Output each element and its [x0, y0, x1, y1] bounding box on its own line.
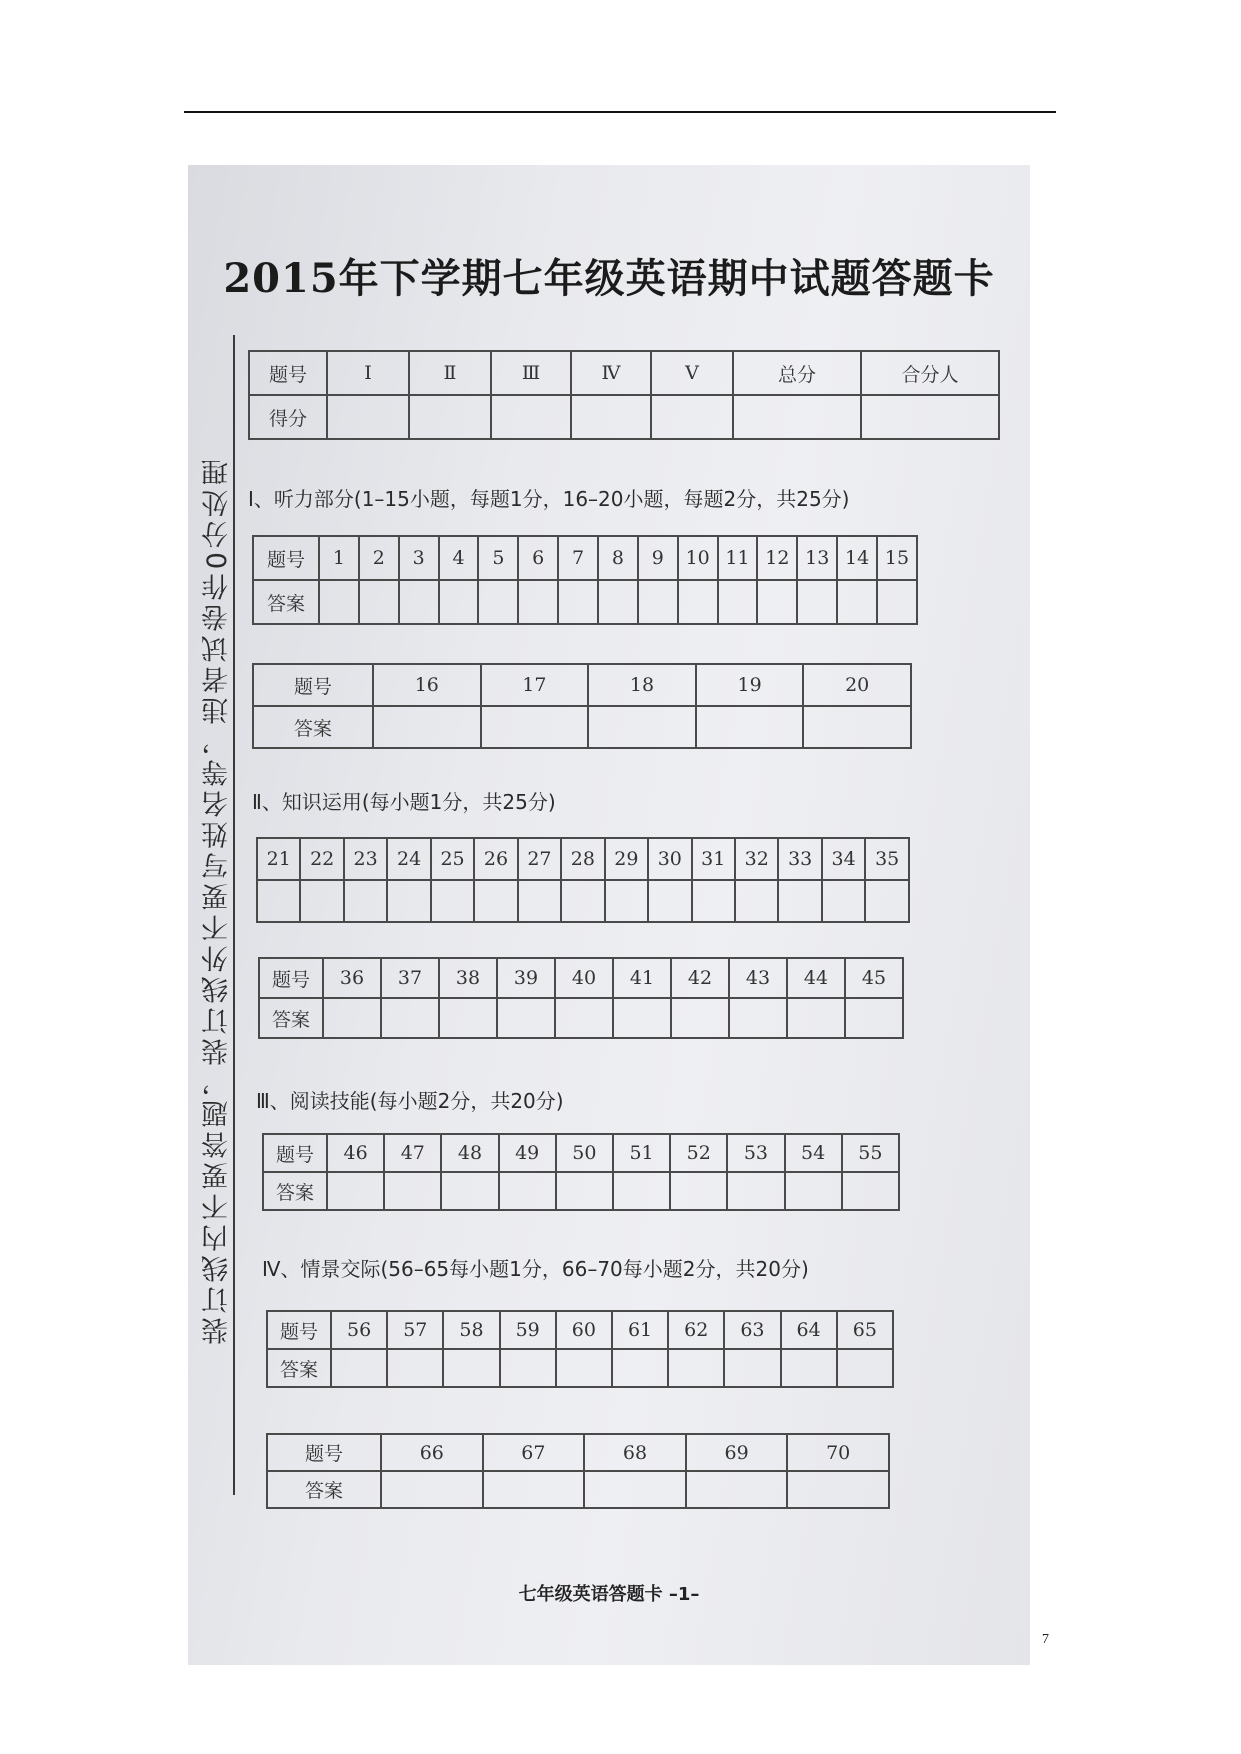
question-number: 64	[781, 1311, 837, 1349]
question-number-label: 题号	[267, 1434, 381, 1471]
answer-table-66-70	[266, 1433, 890, 1509]
question-number: 19	[696, 664, 804, 706]
question-number: 16	[373, 664, 481, 706]
question-number: 9	[638, 536, 678, 580]
answer-cell	[518, 580, 558, 624]
answer-cell	[696, 706, 804, 748]
answer-cell	[381, 1471, 483, 1508]
question-number: 40	[555, 958, 613, 998]
answer-cell	[803, 706, 911, 748]
question-number: 13	[797, 536, 837, 580]
question-number: 46	[327, 1134, 384, 1172]
score-cell	[651, 395, 733, 439]
question-number: 56	[331, 1311, 387, 1349]
question-number-label: 题号	[267, 1311, 331, 1349]
answer-cell	[556, 1349, 612, 1387]
question-number: 7	[558, 536, 598, 580]
answer-cell	[692, 880, 735, 922]
question-number: 1	[319, 536, 359, 580]
answer-cell	[555, 998, 613, 1038]
question-number: 11	[718, 536, 758, 580]
question-number: 12	[757, 536, 797, 580]
answer-cell	[387, 880, 430, 922]
answer-cell	[668, 1349, 724, 1387]
answer-cell	[638, 580, 678, 624]
answer-cell	[499, 1172, 556, 1210]
question-number: 51	[613, 1134, 670, 1172]
answer-cell	[724, 1349, 780, 1387]
answer-cell	[561, 880, 604, 922]
answer-cell	[670, 1172, 727, 1210]
score-cell	[327, 395, 409, 439]
answer-cell	[319, 580, 359, 624]
answer-cell	[678, 580, 718, 624]
question-number: 57	[387, 1311, 443, 1349]
answer-cell	[481, 706, 589, 748]
question-number: 15	[877, 536, 917, 580]
question-number-label: 题号	[259, 958, 323, 998]
question-number: 61	[612, 1311, 668, 1349]
question-number: 18	[588, 664, 696, 706]
question-number-label: 题号	[253, 664, 373, 706]
answer-cell	[612, 1349, 668, 1387]
answer-cell	[842, 1172, 899, 1210]
answer-cell	[500, 1349, 556, 1387]
answer-cell	[359, 580, 399, 624]
question-number: 24	[387, 838, 430, 880]
question-number: 43	[729, 958, 787, 998]
section-heading-knowledge: Ⅱ、知识运用(每小题1分，共25分)	[252, 790, 556, 814]
answer-cell	[518, 880, 561, 922]
score-cell	[409, 395, 491, 439]
score-col-5: Ⅴ	[651, 351, 733, 395]
answer-cell	[483, 1471, 585, 1508]
answer-cell	[605, 880, 648, 922]
question-number: 65	[837, 1311, 893, 1349]
answer-cell	[439, 998, 497, 1038]
question-number: 36	[323, 958, 381, 998]
question-number: 39	[497, 958, 555, 998]
answer-table-1-15	[252, 535, 918, 625]
answer-cell	[431, 880, 474, 922]
answer-cell	[613, 1172, 670, 1210]
answer-cell	[785, 1172, 842, 1210]
score-row-label-number: 题号	[249, 351, 327, 395]
score-col-checker: 合分人	[861, 351, 999, 395]
question-number: 53	[727, 1134, 784, 1172]
question-number: 25	[431, 838, 474, 880]
answer-label: 答案	[263, 1172, 327, 1210]
question-number: 26	[474, 838, 517, 880]
answer-cell	[877, 580, 917, 624]
answer-cell	[598, 580, 638, 624]
answer-table-16-20	[252, 663, 912, 749]
answer-cell	[300, 880, 343, 922]
question-number: 8	[598, 536, 638, 580]
binding-notice: 装订线内不要答题，装订线外不要写姓名等，违者试卷作0分处理	[202, 455, 233, 1345]
answer-cell	[648, 880, 691, 922]
score-cell	[491, 395, 571, 439]
answer-cell	[373, 706, 481, 748]
answer-label: 答案	[267, 1349, 331, 1387]
answer-cell	[729, 998, 787, 1038]
question-number: 3	[399, 536, 439, 580]
question-number: 58	[443, 1311, 499, 1349]
answer-cell	[439, 580, 479, 624]
question-number: 68	[584, 1434, 686, 1471]
answer-cell	[837, 1349, 893, 1387]
score-table	[248, 350, 1000, 440]
question-number: 55	[842, 1134, 899, 1172]
score-cell	[571, 395, 651, 439]
score-col-total: 总分	[733, 351, 861, 395]
answer-cell	[787, 998, 845, 1038]
score-cell	[861, 395, 999, 439]
score-col-2: Ⅱ	[409, 351, 491, 395]
answer-cell	[727, 1172, 784, 1210]
question-number: 23	[344, 838, 387, 880]
question-number: 30	[648, 838, 691, 880]
question-number: 54	[785, 1134, 842, 1172]
question-number: 22	[300, 838, 343, 880]
question-number: 62	[668, 1311, 724, 1349]
answer-cell	[865, 880, 909, 922]
question-number: 60	[556, 1311, 612, 1349]
question-number-label: 题号	[263, 1134, 327, 1172]
answer-cell	[787, 1471, 889, 1508]
score-cell	[733, 395, 861, 439]
answer-label: 答案	[267, 1471, 381, 1508]
answer-label: 答案	[259, 998, 323, 1038]
answer-cell	[399, 580, 439, 624]
question-number: 32	[735, 838, 778, 880]
answer-cell	[344, 880, 387, 922]
answer-cell	[584, 1471, 686, 1508]
question-number: 27	[518, 838, 561, 880]
answer-cell	[384, 1172, 441, 1210]
question-number: 5	[478, 536, 518, 580]
question-number: 21	[257, 838, 300, 880]
answer-table-46-55	[262, 1133, 900, 1211]
page-number: 7	[1042, 1632, 1049, 1647]
answer-cell	[558, 580, 598, 624]
answer-cell	[822, 880, 865, 922]
section-heading-reading: Ⅲ、阅读技能(每小题2分，共20分)	[256, 1089, 564, 1113]
question-number: 35	[865, 838, 909, 880]
answer-cell	[331, 1349, 387, 1387]
answer-cell	[588, 706, 696, 748]
question-number: 34	[822, 838, 865, 880]
answer-cell	[474, 880, 517, 922]
answer-cell	[718, 580, 758, 624]
answer-cell	[556, 1172, 613, 1210]
question-number: 45	[845, 958, 903, 998]
question-number: 66	[381, 1434, 483, 1471]
question-number: 14	[837, 536, 877, 580]
question-number-label: 题号	[253, 536, 319, 580]
question-number: 49	[499, 1134, 556, 1172]
question-number: 42	[671, 958, 729, 998]
question-number: 4	[439, 536, 479, 580]
answer-cell	[837, 580, 877, 624]
answer-cell	[781, 1349, 837, 1387]
answer-label: 答案	[253, 706, 373, 748]
question-number: 33	[778, 838, 821, 880]
question-number: 10	[678, 536, 718, 580]
answer-cell	[327, 1172, 384, 1210]
score-col-3: Ⅲ	[491, 351, 571, 395]
answer-cell	[441, 1172, 498, 1210]
answer-cell	[613, 998, 671, 1038]
question-number: 29	[605, 838, 648, 880]
answer-cell	[735, 880, 778, 922]
question-number: 37	[381, 958, 439, 998]
score-col-1: Ⅰ	[327, 351, 409, 395]
question-number: 31	[692, 838, 735, 880]
question-number: 2	[359, 536, 399, 580]
answer-cell	[257, 880, 300, 922]
answer-cell	[845, 998, 903, 1038]
question-number: 28	[561, 838, 604, 880]
answer-cell	[478, 580, 518, 624]
question-number: 48	[441, 1134, 498, 1172]
answer-table-36-45	[258, 957, 904, 1039]
answer-cell	[387, 1349, 443, 1387]
question-number: 20	[803, 664, 911, 706]
answer-sheet-photo	[188, 165, 1030, 1665]
sheet-title: 2015年下学期七年级英语期中试题答题卡	[223, 255, 995, 302]
question-number: 63	[724, 1311, 780, 1349]
answer-cell	[323, 998, 381, 1038]
section-heading-listening: Ⅰ、听力部分(1–15小题，每题1分，16–20小题，每题2分，共25分)	[248, 487, 850, 511]
question-number: 70	[787, 1434, 889, 1471]
answer-cell	[797, 580, 837, 624]
answer-cell	[757, 580, 797, 624]
question-number: 69	[686, 1434, 788, 1471]
answer-table-56-65	[266, 1310, 894, 1388]
score-row-label-score: 得分	[249, 395, 327, 439]
question-number: 52	[670, 1134, 727, 1172]
score-col-4: Ⅳ	[571, 351, 651, 395]
answer-cell	[671, 998, 729, 1038]
answer-cell	[497, 998, 555, 1038]
question-number: 41	[613, 958, 671, 998]
sheet-footer: 七年级英语答题卡 –1–	[518, 1584, 700, 1605]
section-heading-communication: Ⅳ、情景交际(56–65每小题1分，66–70每小题2分，共20分)	[262, 1257, 809, 1281]
answer-table-21-35	[256, 837, 910, 923]
question-number: 67	[483, 1434, 585, 1471]
question-number: 44	[787, 958, 845, 998]
question-number: 6	[518, 536, 558, 580]
top-rule	[184, 111, 1056, 113]
question-number: 17	[481, 664, 589, 706]
question-number: 50	[556, 1134, 613, 1172]
answer-cell	[381, 998, 439, 1038]
answer-cell	[443, 1349, 499, 1387]
answer-label: 答案	[253, 580, 319, 624]
question-number: 59	[500, 1311, 556, 1349]
answer-cell	[686, 1471, 788, 1508]
question-number: 47	[384, 1134, 441, 1172]
answer-cell	[778, 880, 821, 922]
question-number: 38	[439, 958, 497, 998]
